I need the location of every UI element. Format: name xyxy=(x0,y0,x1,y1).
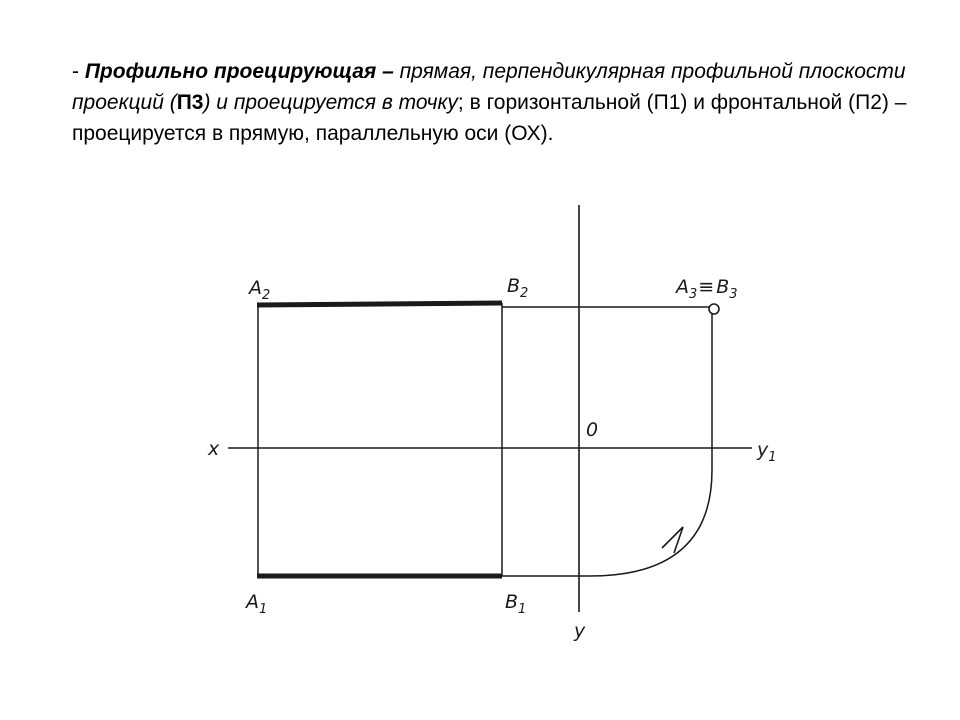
label-origin: 0 xyxy=(586,419,599,441)
arc-arrow xyxy=(662,527,683,553)
label-y1: $y_1$ xyxy=(757,439,777,465)
dash: - xyxy=(72,60,85,83)
definition-part-2: ) и проецируется в точку xyxy=(203,91,458,114)
plane-p3: П3 xyxy=(176,91,204,114)
label-y: y xyxy=(574,620,586,642)
definition-rest: ; в горизонтальной (П1) и фронтальной (П2) – проецируется в прямую, параллельную оси (ОХ). xyxy=(72,91,907,145)
label-b2: $B_2$ xyxy=(507,275,529,301)
label-a3-b3: $A_3\equiv B_3$ xyxy=(676,276,738,302)
label-x: x xyxy=(208,438,220,460)
transfer-arc xyxy=(502,470,712,576)
label-a1: $A_1$ xyxy=(246,591,268,617)
segment-a2-b2 xyxy=(257,303,502,305)
label-a2: $A_2$ xyxy=(249,277,271,303)
definition-part-1: прямая, перпендикулярная профильной плоскости проекций ( xyxy=(72,60,906,114)
label-b1: $B_1$ xyxy=(505,591,527,617)
point-a3-b3 xyxy=(709,304,719,314)
term: Профильно проецирующая – xyxy=(84,60,394,83)
